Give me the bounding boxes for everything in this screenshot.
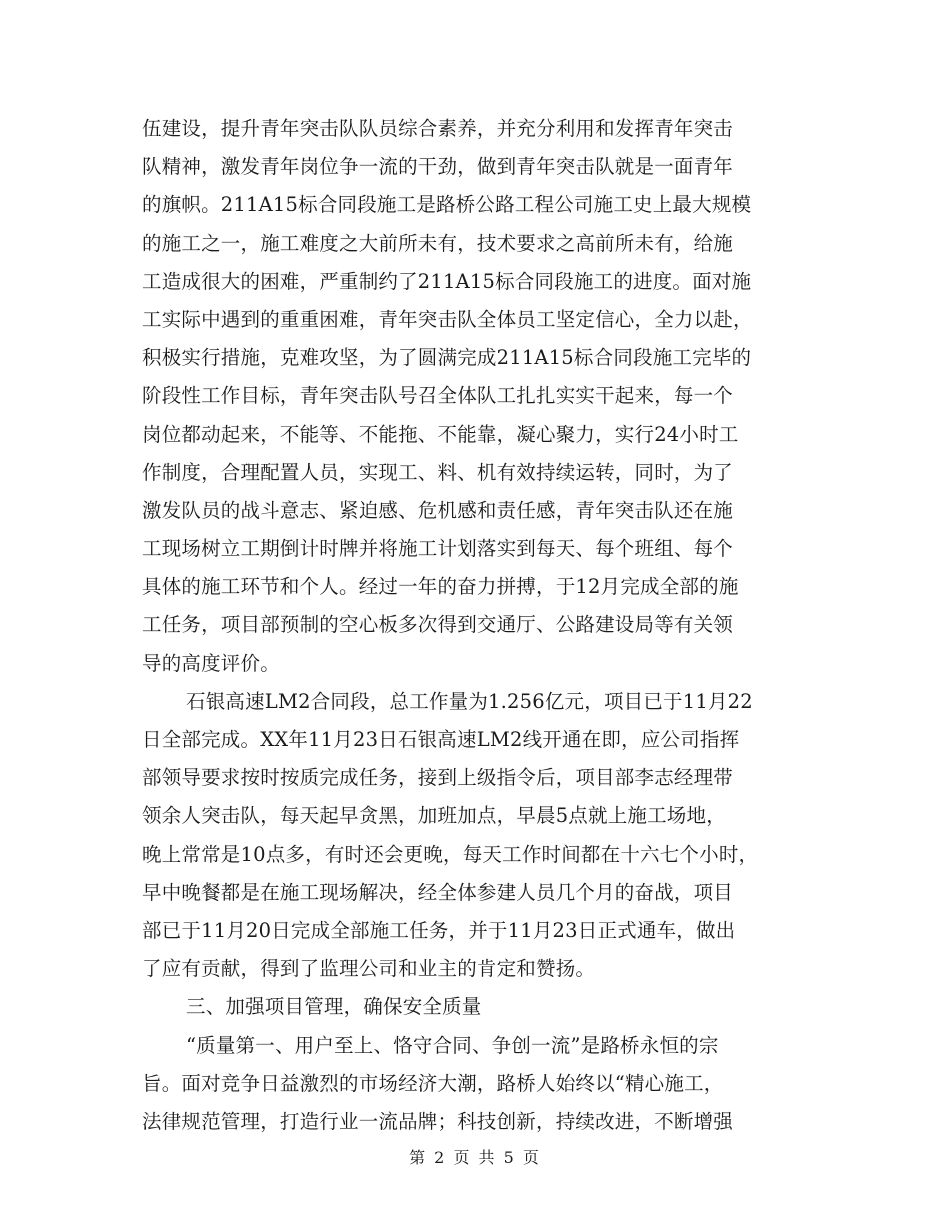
text-line: 的旗帜。211A15标合同段施工是路桥公路工程公司施工史上最大规模 bbox=[142, 193, 752, 217]
text-line: 部领导要求按时按质完成任务，接到上级指令后，项目部李志经理带 bbox=[142, 766, 734, 790]
text-line: 作制度，合理配置人员，实现工、料、机有效持续运转，同时，为了 bbox=[142, 460, 734, 484]
page-footer: 第 2 页 共 5 页 bbox=[409, 1148, 541, 1167]
text-line: 领余人突击队，每天起早贪黑，加班加点，早晨5点就上施工场地， bbox=[142, 804, 726, 828]
text-line: 晚上常常是10点多，有时还会更晚，每天工作时间都在十六七个小时， bbox=[142, 842, 759, 866]
text-line: 了应有贡献，得到了监理公司和业主的肯定和赞扬。 bbox=[142, 957, 596, 981]
text-line: 旨。面对竞争日益激烈的市场经济大潮，路桥人始终以“精心施工， bbox=[142, 1071, 724, 1095]
text-line: 石银高速LM2合同段，总工作量为1.256亿元，项目已于11月22 bbox=[186, 689, 753, 713]
text-line: 积极实行措施，克难攻坚，为了圆满完成211A15标合同段施工完毕的 bbox=[142, 346, 752, 370]
text-line: 伍建设，提升青年突击队队员综合素养，并充分利用和发挥青年突击 bbox=[142, 117, 734, 140]
text-line: 岗位都动起来，不能等、不能拖、不能靠，凝心聚力，实行24小时工 bbox=[142, 422, 739, 446]
text-line: 早中晚餐都是在施工现场解决，经全体参建人员几个月的奋战，项目 bbox=[142, 880, 734, 904]
text-line: 队精神，激发青年岗位争一流的干劲，做到青年突击队就是一面青年 bbox=[142, 155, 734, 179]
text-line: 具体的施工环节和个人。经过一年的奋力拼搏，于12月完成全部的施 bbox=[142, 575, 739, 599]
text-line: 导的高度评价。 bbox=[142, 651, 280, 675]
text-line: “质量第一、用户至上、恪守合同、争创一流”是路桥永恒的宗 bbox=[186, 1033, 719, 1057]
text-line: 工造成很大的困难，严重制约了211A15标合同段施工的进度。面对施 bbox=[142, 269, 752, 293]
text-line: 三、加强项目管理，确保安全质量 bbox=[186, 995, 482, 1019]
text-line: 工现场树立工期倒计时牌并将施工计划落实到每天、每个班组、每个 bbox=[142, 537, 734, 561]
text-line: 工任务，项目部预制的空心板多次得到交通厅、公路建设局等有关领 bbox=[142, 613, 734, 637]
text-line: 日全部完成。XX年11月23日石银高速LM2线开通在即，应公司指挥 bbox=[142, 728, 740, 751]
text-line: 部已于11月20日完成全部施工任务，并于11月23日正式通车，做出 bbox=[142, 918, 736, 942]
text-line: 阶段性工作目标，青年突击队号召全体队工扎扎实实干起来，每一个 bbox=[142, 384, 734, 408]
text-line: 激发队员的战斗意志、紧迫感、危机感和责任感，青年突击队还在施 bbox=[142, 498, 734, 522]
text-line: 工实际中遇到的重重困难，青年突击队全体员工坚定信心，全力以赴， bbox=[142, 307, 753, 331]
text-line: 法律规范管理，打造行业一流品牌；科技创新，持续改进，不断增强 bbox=[142, 1109, 734, 1133]
body-text bbox=[142, 110, 822, 1141]
text-line: 的施工之一，施工难度之大前所未有，技术要求之高前所未有，给施 bbox=[142, 231, 734, 255]
